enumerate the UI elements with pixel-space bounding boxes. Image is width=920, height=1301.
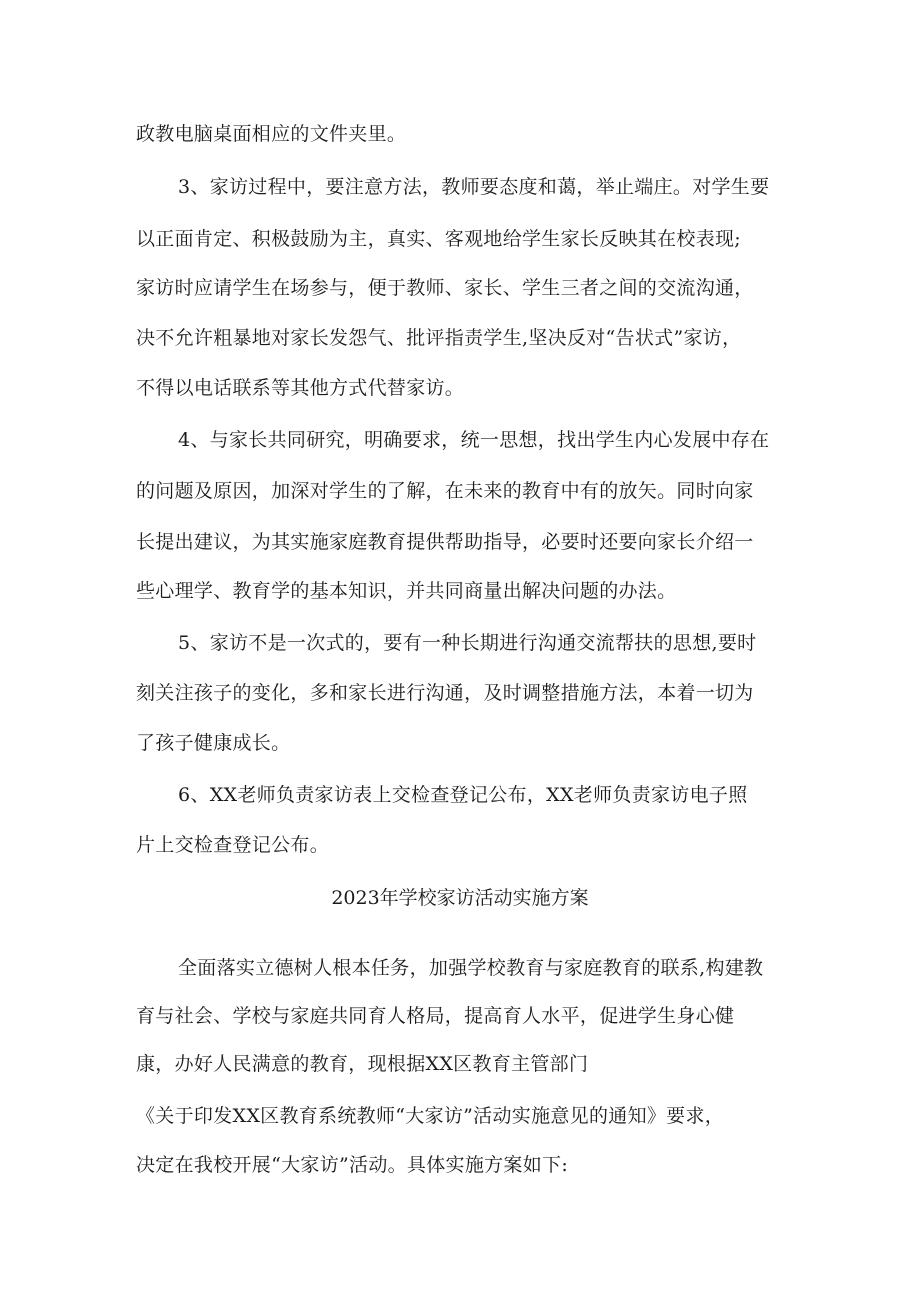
text-line: 3、家访过程中，要注意方法，教师要态度和蔼，举止端庄。对学生要	[178, 176, 770, 198]
text-line: 决定在我校开展“大家访”活动。具体实施方案如下:	[136, 1154, 569, 1176]
text-line: 育与社会、学校与家庭共同育人格局，提高育人水平，促进学生身心健	[136, 1005, 735, 1027]
text-line: 不得以电话联系等其他方式代替家访。	[136, 377, 465, 399]
text-line: 决不允许粗暴地对家长发怨气、批评指责学生,坚决反对“告状式”家访，	[136, 327, 742, 349]
text-line: 6、XX老师负责家访表上交检查登记公布，XX老师负责家访电子照	[178, 784, 748, 806]
text-line: 4、与家长共同研究，明确要求，统一思想，找出学生内心发展中存在	[178, 429, 770, 451]
text-line: 些心理学、教育学的基本知识，并共同商量出解决问题的办法。	[136, 580, 677, 602]
text-line: 《关于印发XX区教育系统教师“大家访”活动实施意见的通知》要求，	[136, 1105, 725, 1127]
text-line: 的问题及原因，加深对学生的了解，在未来的教育中有的放矢。同时向家	[136, 480, 754, 502]
text-line: 了孩子健康成长。	[136, 732, 291, 754]
text-line: 以正面肯定、积极鼓励为主，真实、客观地给学生家长反映其在校表现;	[136, 228, 742, 250]
text-line: 刻关注孩子的变化，多和家长进行沟通，及时调整措施方法，本着一切为	[136, 682, 754, 704]
text-line: 5、家访不是一次式的，要有一种长期进行沟通交流帮扶的思想,要时	[178, 632, 757, 654]
text-line: 康，办好人民满意的教育，现根据XX区教育主管部门	[136, 1053, 589, 1075]
text-line: 全面落实立德树人根本任务，加强学校教育与家庭教育的联系,构建教	[178, 957, 764, 979]
text-line: 长提出建议，为其实施家庭教育提供帮助指导，必要时还要向家长介绍一	[136, 531, 754, 553]
text-line: 片上交检查登记公布。	[136, 834, 330, 856]
text-line: 政教电脑桌面相应的文件夹里。	[136, 123, 407, 145]
text-line: 家访时应请学生在场参与，便于教师、家长、学生三者之间的交流沟通，	[136, 277, 754, 299]
section-heading: 2023年学校家访活动实施方案	[331, 887, 589, 909]
